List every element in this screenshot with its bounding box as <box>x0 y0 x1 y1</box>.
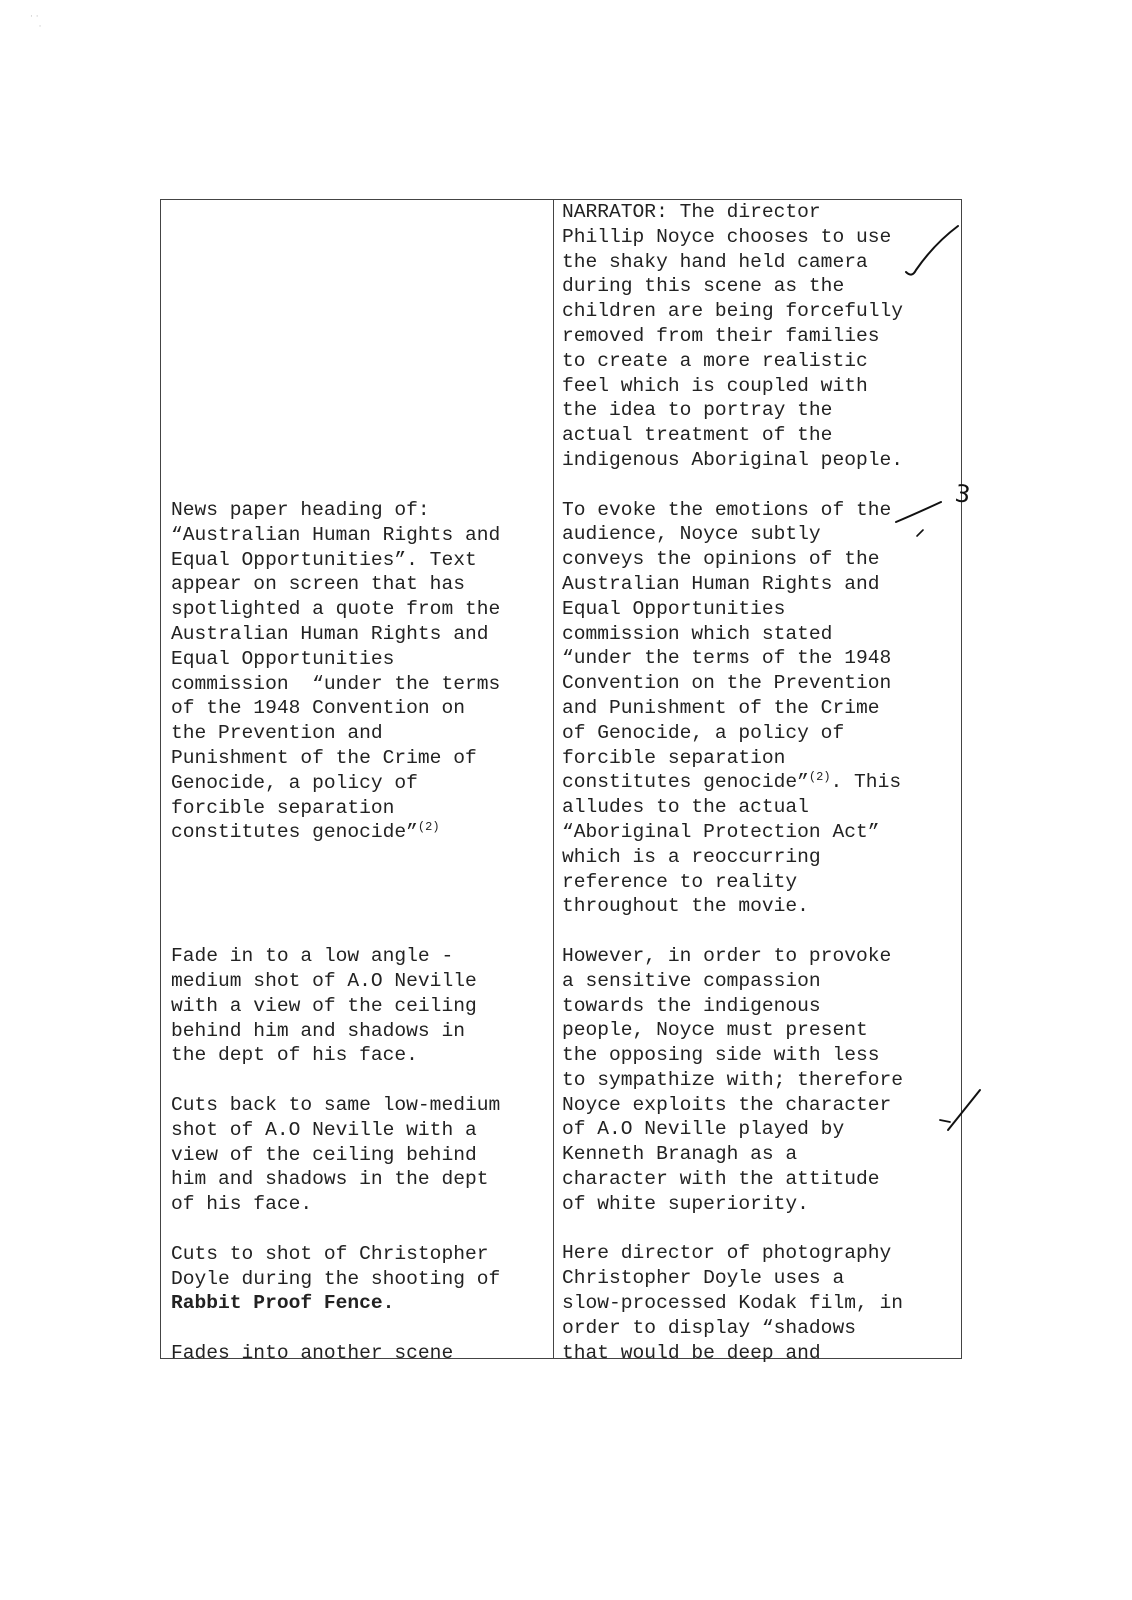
text-line: throughout the movie. <box>562 895 809 918</box>
margin-score-mark: 3 <box>953 479 973 509</box>
text-line: Australian Human Rights and <box>171 622 489 645</box>
text-line: Equal Opportunities <box>562 597 786 620</box>
text-line: behind him and shadows in <box>171 1019 465 1042</box>
text-line: reference to reality <box>562 870 798 893</box>
text-line: slow-processed Kodak film, in <box>562 1292 903 1315</box>
fade-in-block <box>171 944 546 1068</box>
text-line: medium shot of A.O Neville <box>171 969 477 992</box>
text-line: Genocide, a policy of <box>171 771 418 794</box>
text-line: the dept of his face. <box>171 1044 418 1067</box>
text-line: forcible separation <box>171 796 395 819</box>
text-line: NARRATOR: The director <box>562 201 821 223</box>
citation-marker: (2) <box>808 770 831 785</box>
text-line: Cuts back to same low-medium <box>171 1093 501 1116</box>
text-line: of Genocide, a policy of <box>562 721 845 744</box>
text-line: during this scene as the <box>562 275 845 298</box>
tick-mark-icon <box>893 496 953 548</box>
text-line: appear on screen that has <box>171 573 465 596</box>
text-line: the idea to portray the <box>562 399 833 422</box>
text-line <box>562 770 952 795</box>
text-line: shot of A.O Neville with a <box>171 1118 477 1141</box>
text-line: children are being forcefully <box>562 300 903 323</box>
cuts-to-block <box>171 1242 546 1316</box>
newspaper-heading-block <box>171 498 546 845</box>
text-line: of white superiority. <box>562 1192 809 1215</box>
text-line: Christopher Doyle uses a <box>562 1267 845 1290</box>
fades-line: Fades into another scene <box>171 1341 454 1364</box>
sentence-continuation: . This <box>830 771 902 794</box>
narration-column <box>562 200 952 1365</box>
two-column-script-table <box>160 199 962 1364</box>
text-line: “Australian Human Rights and <box>171 523 501 546</box>
text-line: of A.O Neville played by <box>562 1118 845 1141</box>
text-line: Noyce exploits the character <box>562 1093 892 1116</box>
text-line: towards the indigenous <box>562 994 821 1017</box>
citation-marker: (2) <box>417 820 440 835</box>
text-line: the Prevention and <box>171 722 383 745</box>
text-line: with a view of the ceiling <box>171 994 477 1017</box>
text-line: him and shadows in the dept <box>171 1168 489 1191</box>
text-line: removed from their families <box>562 324 880 347</box>
text-line: Phillip Noyce chooses to use <box>562 225 892 248</box>
text-line: forcible separation <box>562 746 786 769</box>
text-line: Doyle during the shooting of <box>171 1267 501 1290</box>
text-line: To evoke the emotions of the <box>562 498 892 521</box>
cuts-back-block <box>171 1093 546 1217</box>
text-line: order to display “shadows <box>562 1316 856 1339</box>
text-line: the opposing side with less <box>562 1044 880 1067</box>
text-line: Equal Opportunities”. Text <box>171 548 477 571</box>
tick-mark-icon <box>900 222 962 284</box>
text-line: Equal Opportunities <box>171 647 395 670</box>
text-line: character with the attitude <box>562 1168 880 1191</box>
scan-specks: · · · <box>30 12 42 32</box>
text-line: the shaky hand held camera <box>562 250 868 273</box>
text-line: “under the terms of the 1948 <box>562 647 892 670</box>
text-line: commission which stated <box>562 622 833 645</box>
text-line: spotlighted a quote from the <box>171 598 501 621</box>
text-line: indigenous Aboriginal people. <box>562 448 903 471</box>
slash-mark-icon <box>938 1086 984 1136</box>
text-line: feel which is coupled with <box>562 374 868 397</box>
text-line: view of the ceiling behind <box>171 1143 477 1166</box>
text-line: Australian Human Rights and <box>562 572 880 595</box>
quote-end: constitutes genocide” <box>562 771 809 794</box>
evoke-block <box>562 498 952 920</box>
text-line: Convention on the Prevention <box>562 672 892 695</box>
film-title: Rabbit Proof Fence. <box>171 1292 395 1315</box>
text-line: and Punishment of the Crime <box>562 696 880 719</box>
column-divider <box>553 200 554 1358</box>
text-line: conveys the opinions of the <box>562 548 880 571</box>
text-line: of the 1948 Convention on <box>171 697 465 720</box>
doyle-block <box>562 1241 952 1365</box>
text-line: Cuts to shot of Christopher <box>171 1242 489 1265</box>
text-line <box>171 1291 546 1316</box>
however-block <box>562 944 952 1217</box>
text-line: which is a reoccurring <box>562 845 821 868</box>
text-line <box>171 820 546 845</box>
text-line: of his face. <box>171 1193 313 1216</box>
text-line: to create a more realistic <box>562 349 868 372</box>
narrator-block <box>562 200 952 473</box>
text-line: audience, Noyce subtly <box>562 523 821 546</box>
text-line: “Aboriginal Protection Act” <box>562 820 880 843</box>
text-line: actual treatment of the <box>562 424 833 447</box>
text-line: Here director of photography <box>562 1242 892 1265</box>
text-line: News paper heading of: <box>171 499 430 521</box>
text-line: commission “under the terms <box>171 672 501 695</box>
text-line: a sensitive compassion <box>562 969 821 992</box>
text-line: people, Noyce must present <box>562 1019 868 1042</box>
text-line: Punishment of the Crime of <box>171 746 477 769</box>
text-line: that would be deep and <box>562 1341 821 1364</box>
text-line: alludes to the actual <box>562 796 809 819</box>
text-line: Fade in to a low angle - <box>171 945 454 968</box>
text-line: to sympathize with; therefore <box>562 1068 903 1091</box>
text-line: Kenneth Branagh as a <box>562 1143 798 1166</box>
text-line: However, in order to provoke <box>562 944 892 967</box>
visual-column <box>171 200 546 1366</box>
quote-end: constitutes genocide” <box>171 821 418 844</box>
